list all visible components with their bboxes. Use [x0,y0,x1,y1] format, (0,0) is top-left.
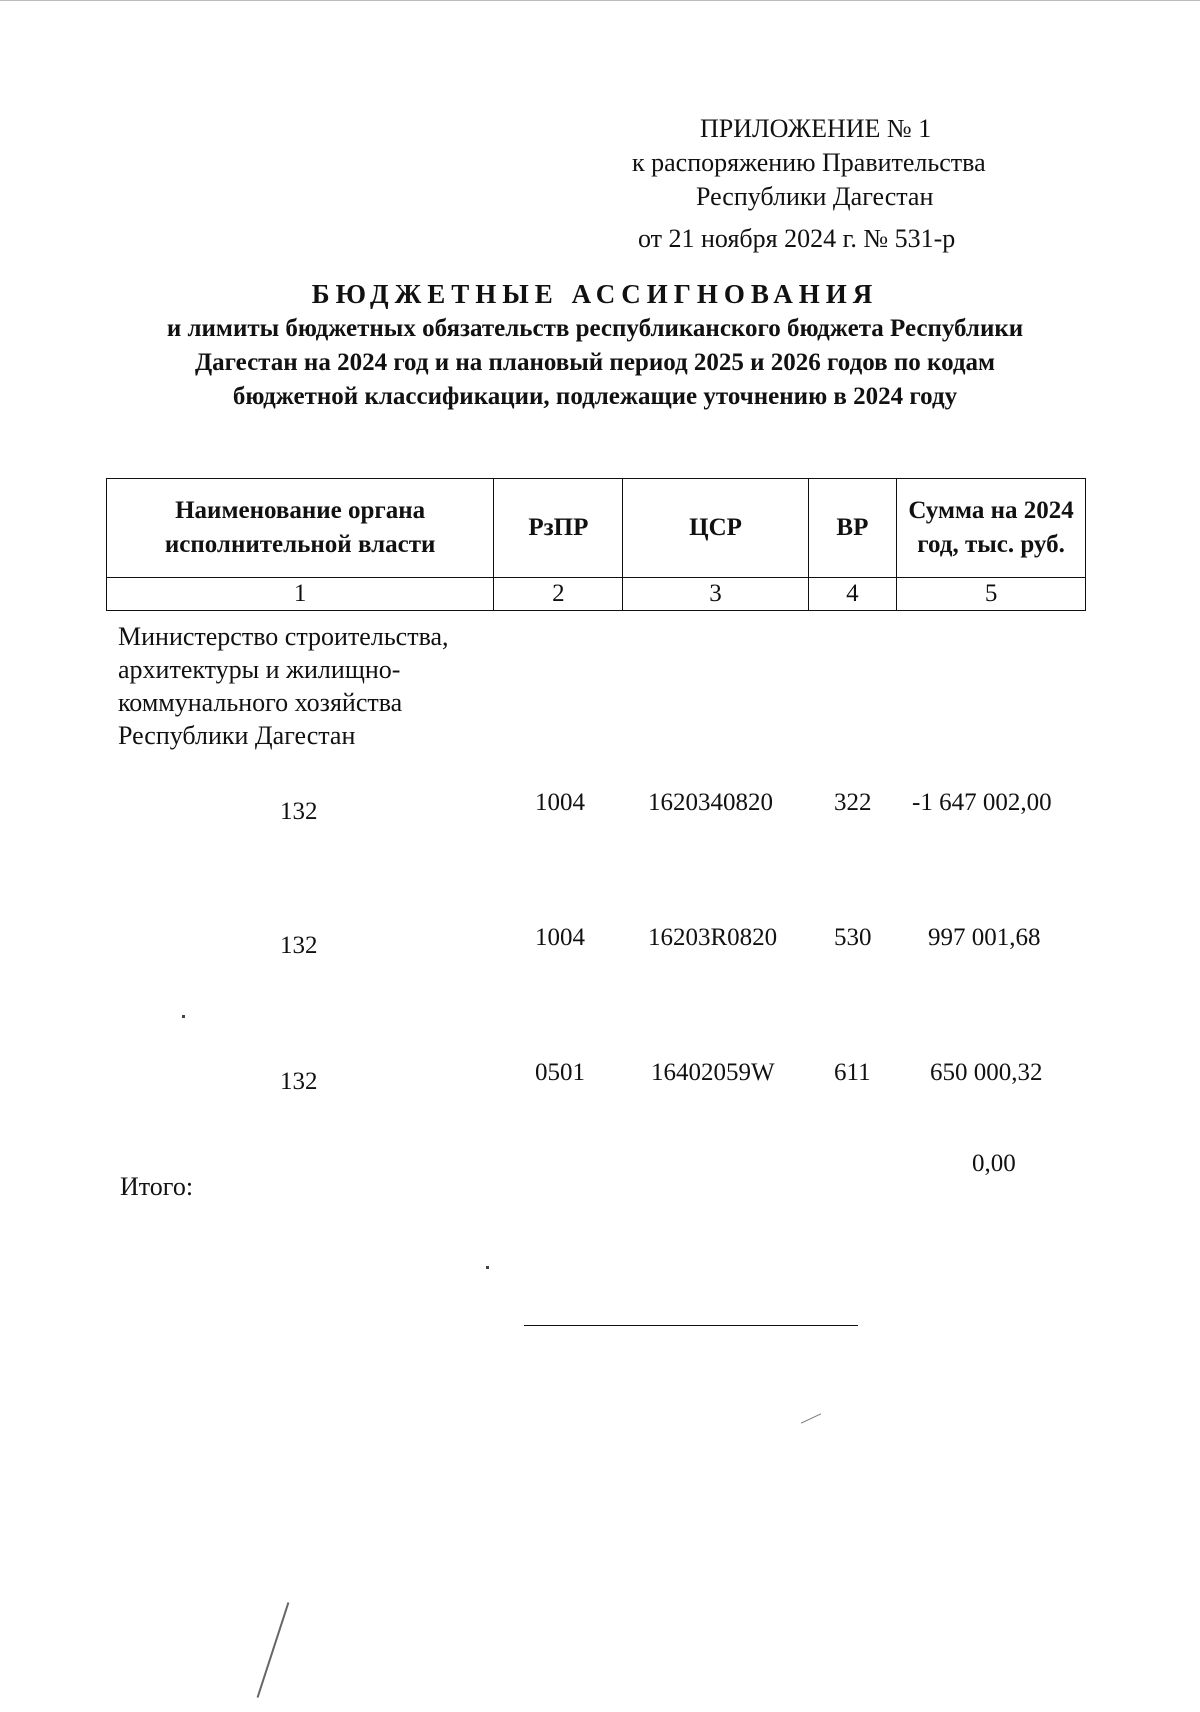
row-2-sum: 997 001,68 [928,924,1041,951]
row-1-csr: 1620340820 [648,789,773,816]
annex-date: от 21 ноября 2024 г. № 531-р [638,224,956,253]
row-2-code: 132 [280,932,318,959]
column-number: 3 [623,578,808,611]
row-2-rzpr: 1004 [535,924,585,951]
annex-header [560,112,1080,214]
annex-issuer: Республики Дагестан [696,182,934,211]
row-1-sum: -1 647 002,00 [912,789,1052,816]
column-header-vr: ВР [808,479,896,578]
document-title [110,276,1080,414]
title-main: БЮДЖЕТНЫЕ АССИГНОВАНИЯ [311,279,879,309]
column-header-csr: ЦСР [623,479,808,578]
scan-dot [486,1266,489,1269]
row-3-csr: 16402059W [651,1059,775,1086]
row-3-vr: 611 [834,1059,871,1086]
column-number: 2 [494,578,623,611]
row-1-code: 132 [280,798,318,825]
row-3-sum: 650 000,32 [930,1059,1043,1086]
scan-mark [257,1602,290,1698]
annex-reference: к распоряжению Правительства [632,148,986,177]
scan-edge [0,0,1200,1]
row-1-rzpr: 1004 [535,789,585,816]
column-header-sum: Сумма на 2024 год, тыс. руб. [897,479,1086,578]
column-number: 4 [808,578,896,611]
column-number-row [107,578,1086,611]
row-2-csr: 16203R0820 [648,924,778,951]
scan-mark [801,1413,821,1423]
header-table [106,478,1086,611]
row-1-vr: 322 [834,789,872,816]
organization-name: Министерство строительства, архитектуры и жилищно-коммунального хозяйства Республики Дагестан [118,622,449,750]
row-3-rzpr: 0501 [535,1059,585,1086]
header-row [107,479,1086,578]
total-value: 0,00 [972,1150,1016,1177]
row-2-vr: 530 [834,924,872,951]
row-3-code: 132 [280,1068,318,1095]
column-number: 1 [107,578,494,611]
column-header-rzpr: РзПР [494,479,623,578]
scan-dot [182,1015,185,1018]
total-label: Итого: [120,1172,194,1201]
column-header-name: Наименование органа исполнительной власти [107,479,494,578]
column-number: 5 [897,578,1086,611]
title-subtitle: и лимиты бюджетных обязательств республиканского бюджета Республики Дагестан на 2024 год и на плановый период 2025 и 2026 годов по кодам бюджетной классификации, подлежащие уточнению в 2024 году [166,315,1024,410]
annex-number: ПРИЛОЖЕНИЕ № 1 [700,114,932,143]
closing-line [524,1325,858,1326]
